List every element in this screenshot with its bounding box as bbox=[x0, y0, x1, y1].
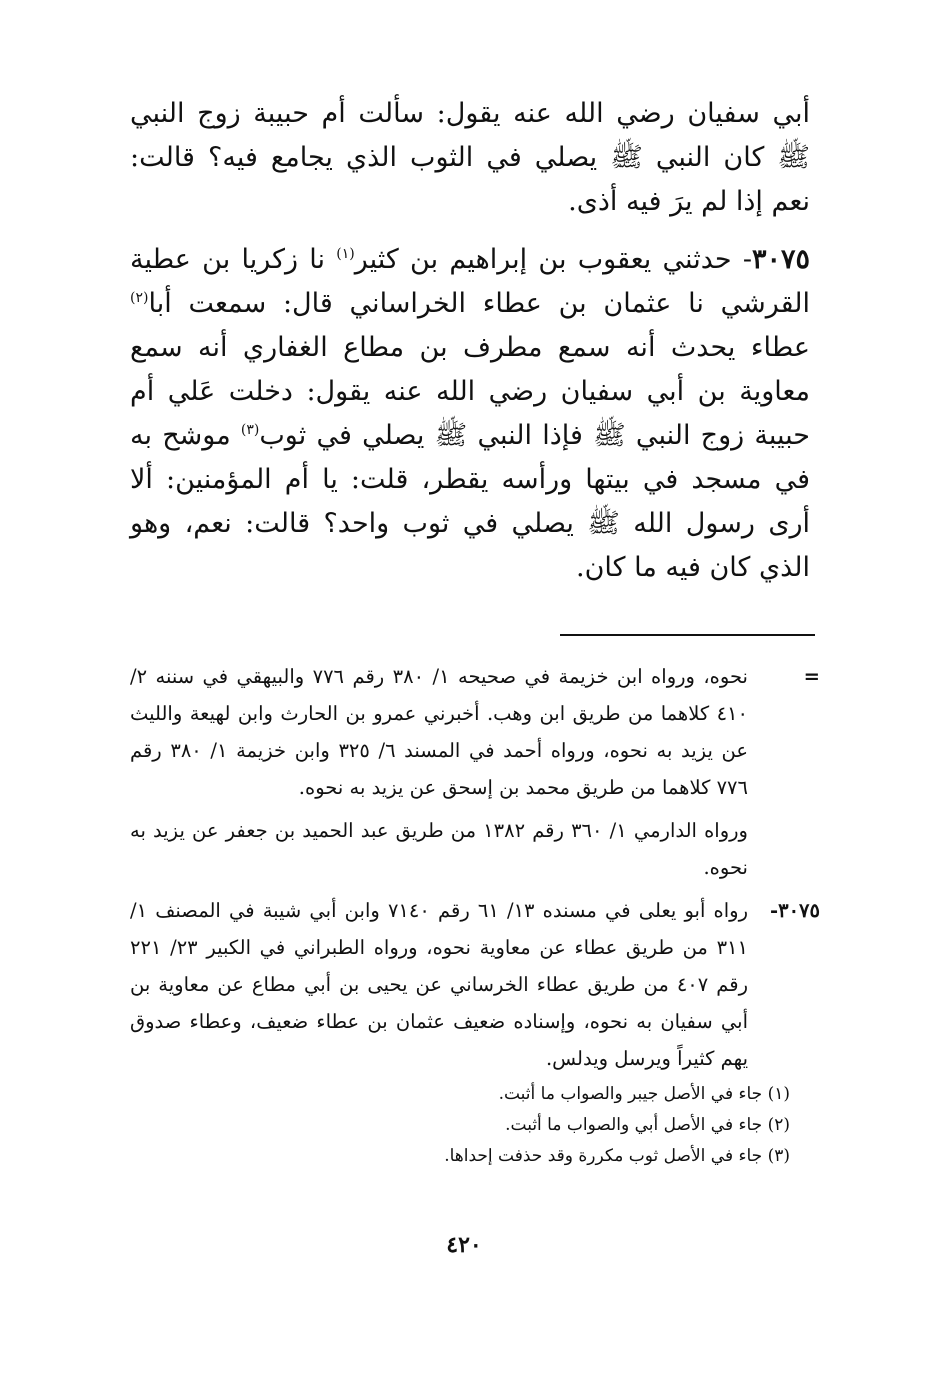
page-number: ٤٢٠ bbox=[446, 1232, 482, 1258]
footnote-3: (٣) جاء في الأصل ثوب مكررة وقد حذفت إحداها. bbox=[444, 1146, 790, 1166]
footnote-2: (٢) جاء في الأصل أبي والصواب ما أثبت. bbox=[505, 1115, 790, 1135]
note-3075 bbox=[130, 892, 820, 1077]
note-continued bbox=[130, 658, 820, 806]
main-text bbox=[130, 92, 810, 590]
footnote-ref-1: (١) bbox=[336, 246, 355, 262]
note-continued-text: نحوه، ورواه ابن خزيمة في صحيحه ١/ ٣٨٠ رقم ٧٧٦ والبيهقي في سننه ٢/ ٤١٠ كلاهما من طريق ابن وهب. أخبرني عمرو بن الحارث وابن لهيعة والليث عن يزيد به نحوه، ورواه أحمد في المسند ٦/ ٣٢٥ وابن خزيمة ١/ ٣٨٠ رقم ٧٧٦ كلاهما من طريق محمد بن إسحق عن يزيد به نحوه. bbox=[130, 665, 748, 799]
hadith-number: ٣٠٧٥ bbox=[751, 244, 810, 275]
footnote-list bbox=[130, 1079, 820, 1172]
note-darimi-text: ورواه الدارمي ١/ ٣٦٠ رقم ١٣٨٢ من طريق عبد الحميد بن جعفر عن يزيد به نحوه. bbox=[130, 819, 748, 879]
footnote-separator bbox=[560, 634, 815, 636]
hadith-text-part-4: موشح به في مسجد في بيتها ورأسه يقطر، قلت: يا أم المؤمنين: ألا أرى رسول الله ﷺ يصلي في ثوب واحد؟ قالت: نعم، وهو الذي كان فيه ما كان. bbox=[130, 420, 810, 583]
note-3075-label: ٣٠٧٥- bbox=[770, 899, 820, 922]
hadith-text-part-1: - حدثني يعقوب بن إبراهيم بن كثير bbox=[354, 244, 752, 275]
note-3075-text: رواه أبو يعلى في مسنده ١٣/ ٦١ رقم ٧١٤٠ وابن أبي شيبة في المصنف ١/ ٣١١ من طريق عطاء عن معاوية نحوه، ورواه الطبراني في الكبير ٢٣/ ٢٢١ رقم ٤٠٧ من طريق عطاء الخرساني عن يحيى بن أبي مطاع عن معاوية بن أبي سفيان به نحوه، وإسناده ضعيف عثمان بن عطاء ضعيف، وعطاء صدوق يهم كثيراً ويرسل ويدلس. bbox=[130, 899, 748, 1070]
footnote-1: (١) جاء في الأصل جيبر والصواب ما أثبت. bbox=[498, 1084, 790, 1104]
note-darimi bbox=[130, 812, 820, 886]
hadith-text-part-3: عطاء يحدث أنه سمع مطرف بن مطاع الغفاري أنه سمع معاوية بن أبي سفيان رضي الله عنه يقول: دخلت عَلي أم حبيبة زوج النبي ﷺ فإذا النبي ﷺ يصلي في ثوب bbox=[130, 332, 811, 451]
continuation-mark: = bbox=[803, 665, 820, 688]
paragraph-continued: أبي سفيان رضي الله عنه يقول: سألت أم حبيبة زوج النبي ﷺ كان النبي ﷺ يصلي في الثوب الذي يجامع فيه؟ قالت: نعم إذا لم يرَ فيه أذى. bbox=[130, 98, 810, 217]
footnote-ref-3: (٣) bbox=[240, 422, 260, 438]
hadith-text-part-2: نا زكريا بن عطية القرشي نا عثمان بن عطاء الخراساني قال: سمعت أبا bbox=[130, 244, 810, 319]
paragraph-hadith-3075 bbox=[130, 238, 810, 590]
footnotes-section bbox=[130, 658, 820, 1172]
footnote-ref-2: (٢) bbox=[130, 290, 149, 306]
